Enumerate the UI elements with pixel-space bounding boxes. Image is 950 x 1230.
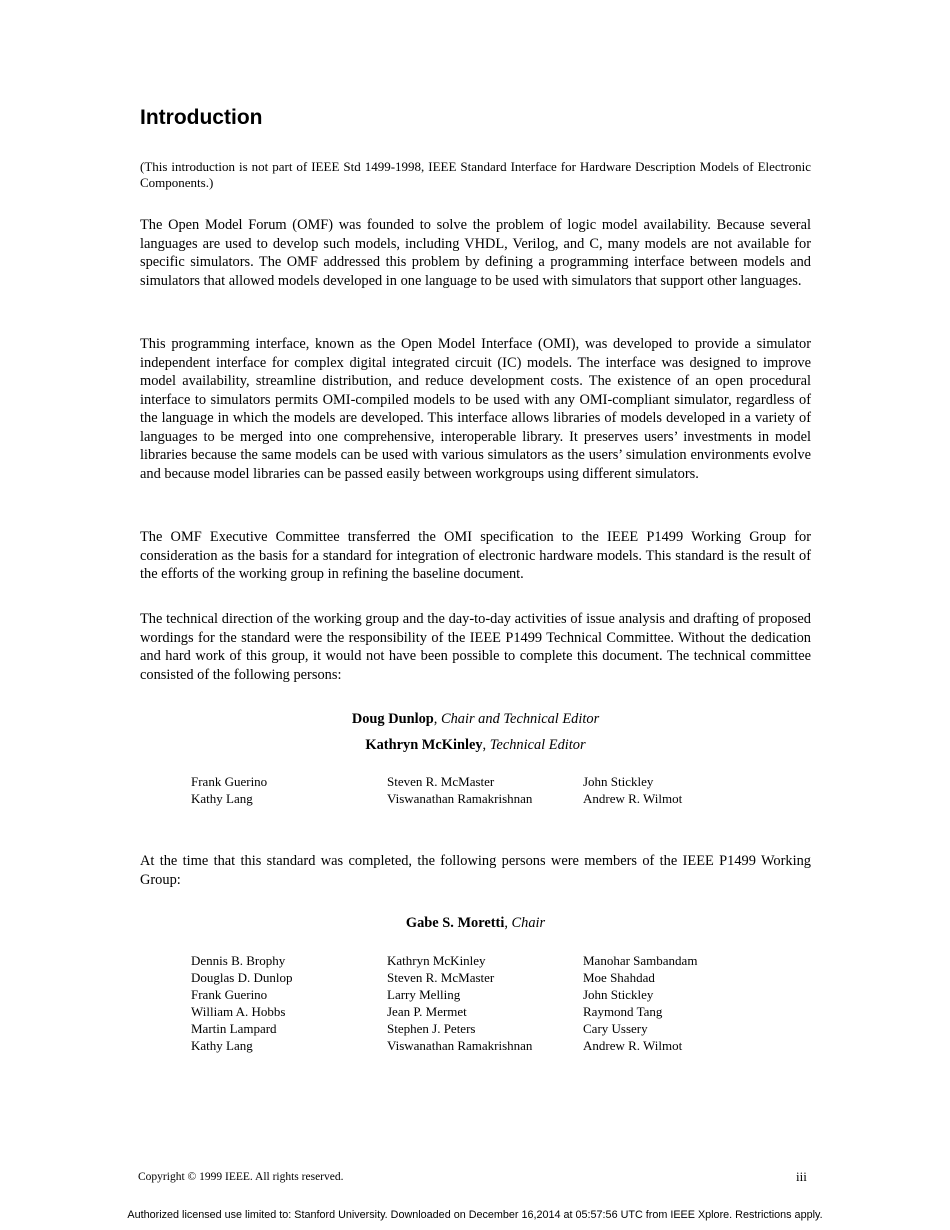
paragraph-technical-committee: The technical direction of the working group and the day-to-day activities of issue analysis and drafting of proposed wordings for the standard were the responsibility of the IEEE P1499 Technical Committee. Without the dedication and hard work of this group, it would not have been possible to complete this document. The technical committee consisted of the following persons:	[140, 611, 811, 683]
paragraph-working-group: At the time that this standard was completed, the following persons were members of the IEEE P1499 Working Group:	[140, 853, 811, 888]
officer-name: Kathryn McKinley	[365, 737, 483, 753]
member-name: Kathryn McKinley	[387, 953, 486, 968]
officer-role: Chair and Technical Editor	[441, 711, 600, 727]
member-column	[191, 773, 387, 807]
member-column	[387, 952, 583, 1054]
copyright-notice: Copyright © 1999 IEEE. All rights reserved.	[138, 1171, 344, 1183]
license-notice: Authorized licensed use limited to: Stanford University. Downloaded on December 16,2014 at 05:57:56 UTC from IEEE Xplore. Restrictions apply.	[127, 1209, 823, 1221]
member-column	[583, 952, 751, 1054]
member-name: Kathy Lang	[191, 1038, 253, 1053]
member-name: Steven R. McMaster	[387, 774, 495, 789]
member-name: Moe Shahdad	[583, 970, 655, 985]
chair-role: Chair	[511, 915, 546, 931]
member-name: Andrew R. Wilmot	[583, 791, 683, 806]
officer-name: Doug Dunlop	[351, 711, 434, 727]
member-name: Douglas D. Dunlop	[191, 970, 293, 985]
member-name: Frank Guerino	[191, 774, 268, 789]
member-column	[387, 773, 583, 807]
officer-role: Technical Editor	[489, 737, 586, 753]
paragraph-omf: The Open Model Forum (OMF) was founded to solve the problem of logic model availability. Because several languages are used to develop such models, including VHDL, Verilog, and C, many models are not available for specific simulators. The OMF addressed this problem by defining a programming interface between models and simulators that allowed models developed in one language to be used with simulators that support other languages.	[140, 217, 811, 289]
officer-separator: ,	[482, 737, 490, 753]
member-name: Cary Ussery	[583, 1021, 648, 1036]
member-name: John Stickley	[583, 987, 654, 1002]
paragraph-omi: This programming interface, known as the Open Model Interface (OMI), was developed to provide a simulator independent interface for complex digital integrated circuit (IC) models. The interface was designed to improve model availability, streamline distribution, and reduce development costs. The existence of an open procedural interface to simulators permits OMI-compiled models to be used with any OMI-compliant simulator, regardless of the language in which the models are developed. This interface allows libraries of models developed in a variety of languages to be merged into one comprehensive, interoperable library. It preserves users’ investments in model libraries because the same models can be used with various simulators as the users’ simulation environments evolve and because model libraries can be passed easily between workgroups using different simulators.	[140, 336, 811, 482]
officer-separator: ,	[433, 711, 441, 727]
tc-officer-chair	[140, 710, 811, 728]
member-name: Dennis B. Brophy	[191, 953, 286, 968]
member-name: Andrew R. Wilmot	[583, 1038, 683, 1053]
member-name: Frank Guerino	[191, 987, 268, 1002]
wg-chair	[140, 914, 811, 932]
section-heading: Introduction	[140, 106, 263, 129]
member-name: Viswanathan Ramakrishnan	[387, 1038, 533, 1053]
tc-officer-editor	[140, 736, 811, 754]
member-name: Stephen J. Peters	[387, 1021, 476, 1036]
working-group-members	[191, 952, 751, 1054]
member-name: Manohar Sambandam	[583, 953, 698, 968]
chair-separator: ,	[504, 915, 512, 931]
member-name: William A. Hobbs	[191, 1004, 286, 1019]
member-name: Raymond Tang	[583, 1004, 663, 1019]
member-name: Kathy Lang	[191, 791, 253, 806]
page-number: iii	[796, 1169, 807, 1184]
paragraph-transfer: The OMF Executive Committee transferred the OMI specification to the IEEE P1499 Working Group for consideration as the basis for a standard for integration of electronic hardware models. This standard is the result of the efforts of the working group in refining the baseline document.	[140, 529, 811, 582]
member-name: John Stickley	[583, 774, 654, 789]
member-name: Jean P. Mermet	[387, 1004, 467, 1019]
member-name: Larry Melling	[387, 987, 461, 1002]
member-name: Steven R. McMaster	[387, 970, 495, 985]
introduction-note: (This introduction is not part of IEEE Std 1499-1998, IEEE Standard Interface for Hardware Description Models of Electronic Components.)	[140, 159, 811, 190]
technical-committee-members	[191, 773, 751, 807]
chair-name: Gabe S. Moretti	[405, 915, 505, 931]
member-name: Martin Lampard	[191, 1021, 277, 1036]
member-column	[191, 952, 387, 1054]
member-column	[583, 773, 751, 807]
member-name: Viswanathan Ramakrishnan	[387, 791, 533, 806]
